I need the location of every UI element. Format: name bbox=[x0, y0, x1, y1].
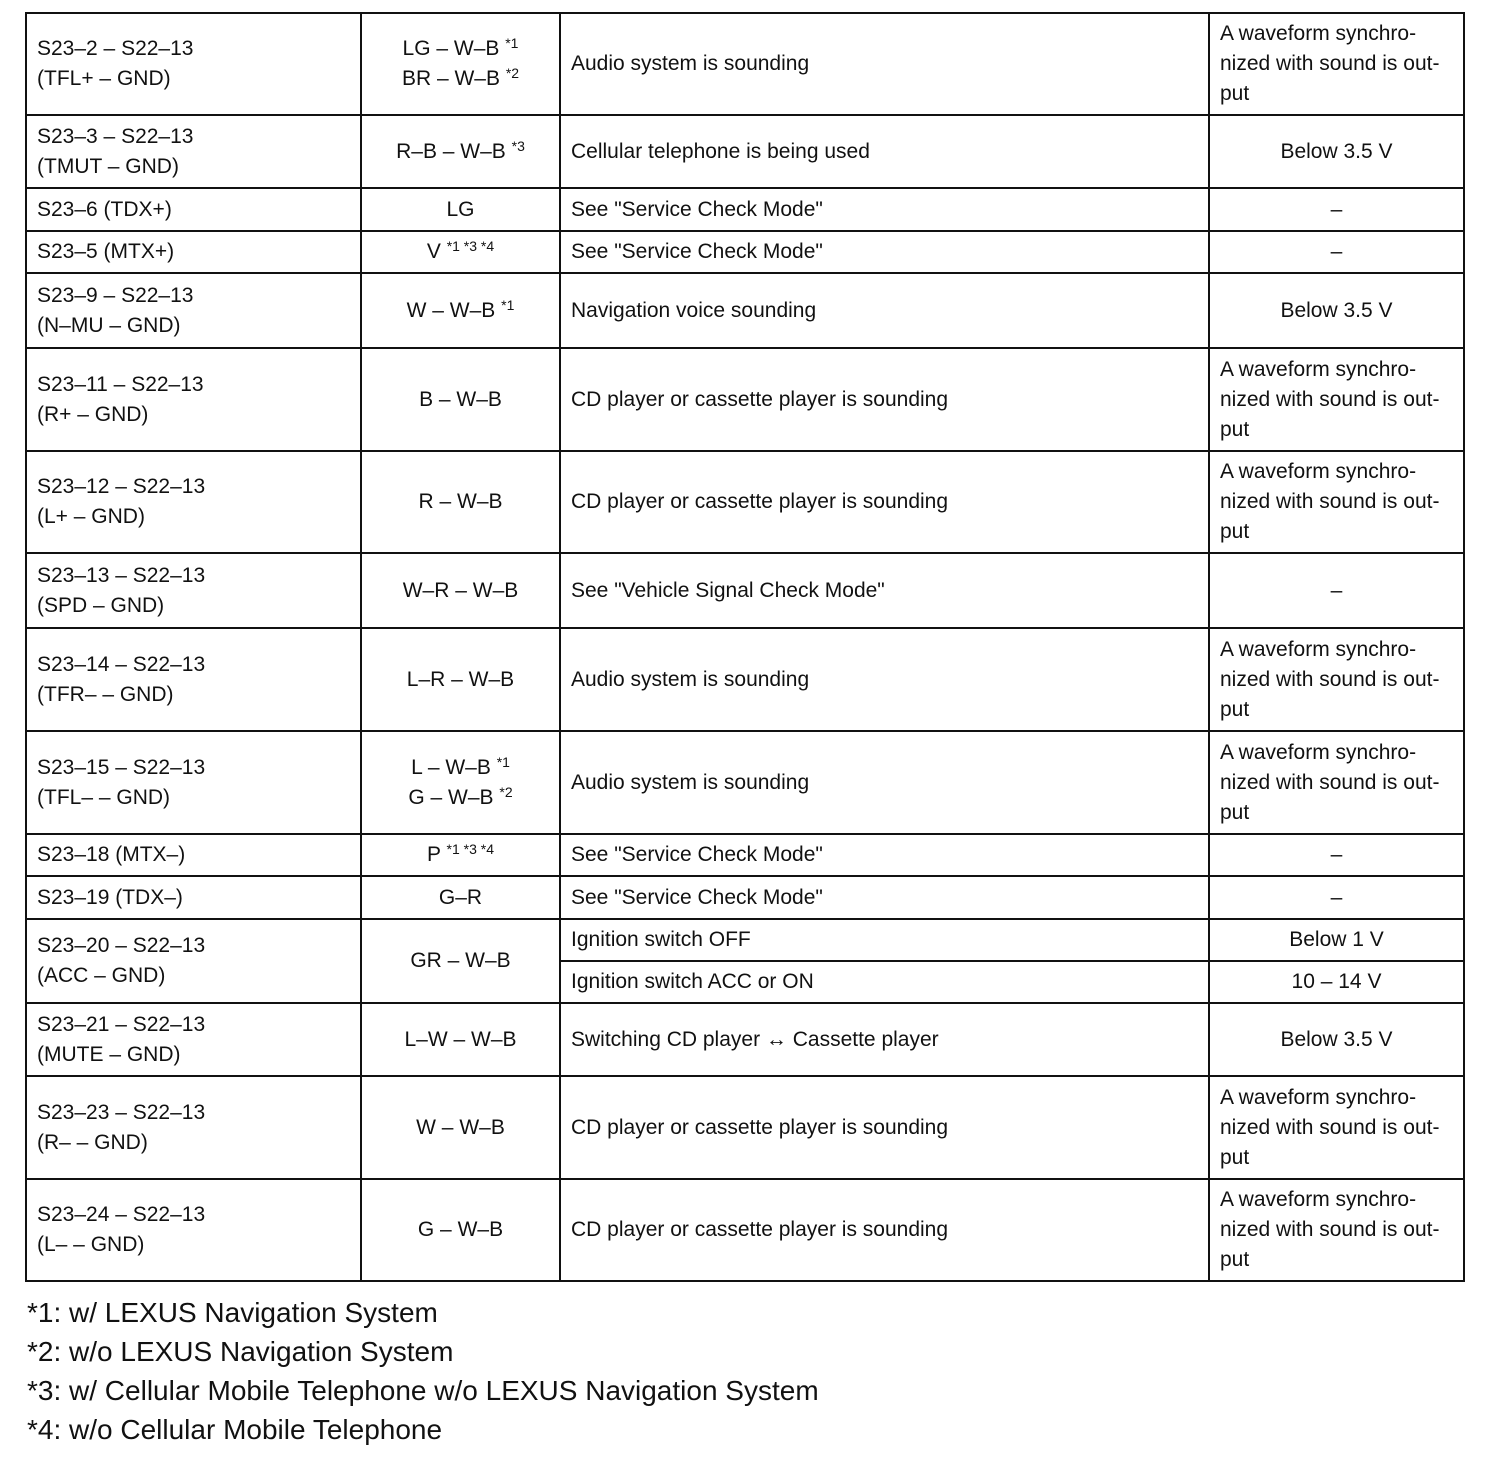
terminal-text: (R– – GND) bbox=[37, 1130, 148, 1154]
table-row bbox=[26, 731, 1464, 834]
specified-condition-line: A waveform synchro- bbox=[1220, 460, 1417, 483]
specified-condition-line: nized with sound is out- bbox=[1220, 490, 1440, 513]
terminal-cell bbox=[26, 834, 361, 876]
terminal-text: S23–13 – S22–13 bbox=[37, 563, 206, 587]
specified-condition-line: nized with sound is out- bbox=[1220, 667, 1440, 691]
specified-condition-cell: Below 3.5 V bbox=[1209, 273, 1464, 348]
wiring-color-text: LG – W–B bbox=[402, 37, 500, 60]
specified-condition-cell bbox=[1209, 1076, 1464, 1179]
wiring-color bbox=[372, 1025, 549, 1055]
footnote: *4: w/o Cellular Mobile Telephone bbox=[27, 1414, 443, 1445]
wiring-color-text: LG bbox=[446, 197, 475, 221]
specified-condition-cell: Below 3.5 V bbox=[1209, 115, 1464, 188]
wiring-color-text: GR – W–B bbox=[410, 949, 511, 972]
terminal-text: S23–2 – S22–13 bbox=[37, 37, 194, 60]
specified-condition-cell: – bbox=[1209, 188, 1464, 231]
specified-condition-line: nized with sound is out- bbox=[1220, 1115, 1440, 1139]
terminal-text: S23–3 – S22–13 bbox=[37, 124, 194, 148]
terminal-text: (N–MU – GND) bbox=[37, 313, 181, 337]
footnote-reference: *2 bbox=[499, 783, 513, 800]
terminal-text: (TFL– – GND) bbox=[37, 785, 171, 809]
condition-cell: See "Service Check Mode" bbox=[560, 834, 1209, 876]
specified-condition-cell: 10 – 14 V bbox=[1209, 961, 1464, 1003]
table-row bbox=[26, 628, 1464, 731]
wiring-color bbox=[372, 665, 549, 695]
condition-cell: Audio system is sounding bbox=[560, 13, 1209, 115]
terminal-text: (R+ – GND) bbox=[37, 402, 149, 426]
condition-cell: See "Service Check Mode" bbox=[560, 876, 1209, 919]
table-row bbox=[26, 273, 1464, 348]
specified-condition-cell: – bbox=[1209, 876, 1464, 919]
terminal-text: S23–18 (MTX–) bbox=[37, 843, 186, 866]
wiring-color-text: BR – W–B bbox=[401, 67, 500, 90]
specified-condition-cell bbox=[1209, 348, 1464, 451]
terminal-cell bbox=[26, 731, 361, 834]
wiring-color-cell bbox=[361, 1179, 560, 1281]
terminal-text: S23–6 (TDX+) bbox=[37, 197, 172, 221]
wiring-color-text: W–R – W–B bbox=[402, 578, 519, 602]
footnote: *3: w/ Cellular Mobile Telephone w/o LEXUS Navigation System bbox=[27, 1375, 819, 1406]
condition-cell: CD player or cassette player is sounding bbox=[560, 348, 1209, 451]
wiring-color-cell bbox=[361, 451, 560, 553]
specified-condition-line: A waveform synchro- bbox=[1220, 1085, 1417, 1109]
specified-condition-line: A waveform synchro- bbox=[1220, 1188, 1417, 1211]
condition-cell: Ignition switch ACC or ON bbox=[560, 961, 1209, 1003]
wiring-color-cell bbox=[361, 834, 560, 876]
terminal-text: (L– – GND) bbox=[37, 1233, 145, 1256]
terminal-text: (TFR– – GND) bbox=[37, 682, 174, 706]
specified-condition-line: A waveform synchro- bbox=[1220, 22, 1417, 45]
specified-condition-line: put bbox=[1220, 1248, 1250, 1271]
terminal-cell bbox=[26, 115, 361, 188]
table-row bbox=[26, 553, 1464, 628]
specified-condition-line: put bbox=[1220, 417, 1250, 441]
specified-condition-cell: – bbox=[1209, 834, 1464, 876]
footnote-reference: *1 bbox=[505, 35, 519, 51]
specified-condition-cell bbox=[1209, 628, 1464, 731]
specified-condition-line: put bbox=[1220, 697, 1250, 721]
footnote: *2: w/o LEXUS Navigation System bbox=[27, 1336, 454, 1367]
condition-cell: Audio system is sounding bbox=[560, 731, 1209, 834]
wiring-color-text: V bbox=[426, 240, 441, 263]
wiring-color-cell bbox=[361, 273, 560, 348]
wiring-color-text: G–R bbox=[438, 885, 483, 909]
specified-condition-line: A waveform synchro- bbox=[1220, 357, 1417, 381]
wiring-color-text: R – W–B bbox=[418, 490, 503, 513]
terminal-text: (MUTE – GND) bbox=[37, 1042, 181, 1066]
wiring-color-cell bbox=[361, 188, 560, 231]
terminal-text: S23–21 – S22–13 bbox=[37, 1012, 206, 1036]
table-row bbox=[26, 919, 1464, 961]
wiring-color-cell bbox=[361, 115, 560, 188]
table-row bbox=[26, 876, 1464, 919]
condition-cell: Navigation voice sounding bbox=[560, 273, 1209, 348]
terminal-text: S23–14 – S22–13 bbox=[37, 652, 206, 676]
terminal-cell bbox=[26, 876, 361, 919]
wiring-color-cell bbox=[361, 553, 560, 628]
condition-cell: CD player or cassette player is sounding bbox=[560, 451, 1209, 553]
wiring-color bbox=[372, 783, 549, 813]
wiring-color bbox=[372, 137, 549, 167]
terminal-text: (L+ – GND) bbox=[37, 505, 145, 528]
wiring-color bbox=[372, 1113, 549, 1143]
footnote-reference: *3 bbox=[511, 137, 525, 154]
specified-condition-line: put bbox=[1220, 800, 1250, 824]
specified-condition-cell: Below 1 V bbox=[1209, 919, 1464, 961]
condition-cell: Switching CD player ↔ Cassette player bbox=[560, 1003, 1209, 1076]
table-row bbox=[26, 13, 1464, 115]
terminal-cell bbox=[26, 1003, 361, 1076]
wiring-color-text: W – W–B bbox=[416, 1115, 505, 1139]
table-row bbox=[26, 1076, 1464, 1179]
wiring-color-cell bbox=[361, 876, 560, 919]
wiring-color-text: G – W–B bbox=[417, 1218, 504, 1241]
wiring-color-text: B – W–B bbox=[419, 387, 502, 411]
terminal-cell bbox=[26, 628, 361, 731]
specified-condition-line: put bbox=[1220, 520, 1250, 543]
specified-condition-cell: – bbox=[1209, 231, 1464, 273]
table-row bbox=[26, 348, 1464, 451]
wiring-color-text: W – W–B bbox=[406, 298, 496, 322]
condition-cell: Ignition switch OFF bbox=[560, 919, 1209, 961]
wiring-color-cell bbox=[361, 731, 560, 834]
terminal-text: S23–24 – S22–13 bbox=[37, 1203, 206, 1226]
footnote-reference: *2 bbox=[505, 65, 520, 81]
specified-condition-line: A waveform synchro- bbox=[1220, 740, 1417, 764]
table-row bbox=[26, 115, 1464, 188]
condition-cell: Cellular telephone is being used bbox=[560, 115, 1209, 188]
terminal-text: S23–15 – S22–13 bbox=[37, 755, 206, 779]
table-row bbox=[26, 1003, 1464, 1076]
wiring-color bbox=[372, 237, 549, 267]
terminal-text: (SPD – GND) bbox=[37, 593, 165, 617]
terminal-text: S23–19 (TDX–) bbox=[37, 885, 183, 909]
terminal-text: S23–5 (MTX+) bbox=[37, 240, 175, 263]
wiring-color-cell bbox=[361, 628, 560, 731]
terminal-text: S23–9 – S22–13 bbox=[37, 283, 194, 307]
wiring-color-text: L–W – W–B bbox=[404, 1027, 517, 1051]
footnote: *1: w/ LEXUS Navigation System bbox=[27, 1297, 438, 1328]
terminal-cell bbox=[26, 1076, 361, 1179]
specified-condition-line: nized with sound is out- bbox=[1220, 770, 1440, 794]
wiring-color-cell bbox=[361, 231, 560, 273]
wiring-color-text: L – W–B bbox=[411, 755, 491, 779]
specified-condition-line: put bbox=[1220, 82, 1250, 105]
footnote-reference: *1 bbox=[501, 296, 515, 313]
terminal-text: S23–23 – S22–13 bbox=[37, 1100, 206, 1124]
terminal-cell bbox=[26, 1179, 361, 1281]
table-row bbox=[26, 1179, 1464, 1281]
condition-cell: Audio system is sounding bbox=[560, 628, 1209, 731]
terminal-text: (TFL+ – GND) bbox=[37, 67, 171, 90]
terminal-cell bbox=[26, 553, 361, 628]
condition-cell: CD player or cassette player is sounding bbox=[560, 1076, 1209, 1179]
table-row bbox=[26, 188, 1464, 231]
terminal-cell bbox=[26, 188, 361, 231]
wiring-color bbox=[372, 195, 549, 225]
table-row bbox=[26, 451, 1464, 553]
table-body bbox=[26, 13, 1464, 1281]
table-row bbox=[26, 834, 1464, 876]
specified-condition-cell: Below 3.5 V bbox=[1209, 1003, 1464, 1076]
specified-condition-line: nized with sound is out- bbox=[1220, 387, 1440, 411]
wiring-color-cell bbox=[361, 1076, 560, 1179]
specified-condition-cell: – bbox=[1209, 553, 1464, 628]
condition-cell: See "Vehicle Signal Check Mode" bbox=[560, 553, 1209, 628]
wiring-color-cell bbox=[361, 348, 560, 451]
terminal-cell bbox=[26, 273, 361, 348]
terminal-text: S23–20 – S22–13 bbox=[37, 934, 206, 957]
specified-condition-cell bbox=[1209, 451, 1464, 553]
specified-condition-line: nized with sound is out- bbox=[1220, 52, 1440, 75]
terminal-cell bbox=[26, 348, 361, 451]
footnotes bbox=[27, 1293, 819, 1449]
table-row bbox=[26, 231, 1464, 273]
wiring-color-cell bbox=[361, 919, 560, 1003]
terminal-text: (ACC – GND) bbox=[37, 964, 166, 987]
terminal-inspection-table bbox=[25, 12, 1465, 1282]
terminal-text: S23–11 – S22–13 bbox=[37, 372, 204, 396]
footnote-reference: *1 *3 *4 bbox=[446, 238, 495, 254]
wiring-color bbox=[372, 883, 549, 913]
wiring-color bbox=[372, 487, 549, 517]
wiring-color bbox=[372, 296, 549, 326]
terminal-cell bbox=[26, 231, 361, 273]
terminal-text: (TMUT – GND) bbox=[37, 154, 179, 178]
wiring-color bbox=[372, 753, 549, 783]
wiring-color-text: P bbox=[427, 843, 441, 866]
condition-cell: CD player or cassette player is sounding bbox=[560, 1179, 1209, 1281]
specified-condition-line: put bbox=[1220, 1145, 1250, 1169]
wiring-color-cell bbox=[361, 13, 560, 115]
wiring-color bbox=[372, 385, 549, 415]
wiring-color bbox=[372, 1215, 549, 1245]
wiring-color-text: G – W–B bbox=[408, 785, 494, 809]
terminal-text: S23–12 – S22–13 bbox=[37, 475, 206, 498]
specified-condition-cell bbox=[1209, 1179, 1464, 1281]
footnote-reference: *1 bbox=[496, 753, 510, 770]
wiring-color-text: L–R – W–B bbox=[406, 667, 515, 691]
specified-condition-cell bbox=[1209, 13, 1464, 115]
wiring-color bbox=[372, 840, 549, 870]
wiring-color bbox=[372, 576, 549, 606]
condition-cell: See "Service Check Mode" bbox=[560, 231, 1209, 273]
wiring-color-text: R–B – W–B bbox=[396, 139, 506, 163]
specified-condition-line: A waveform synchro- bbox=[1220, 637, 1417, 661]
specified-condition-cell bbox=[1209, 731, 1464, 834]
wiring-color-cell bbox=[361, 1003, 560, 1076]
condition-cell: See "Service Check Mode" bbox=[560, 188, 1209, 231]
wiring-color bbox=[372, 34, 549, 64]
wiring-color bbox=[372, 946, 549, 976]
terminal-cell bbox=[26, 919, 361, 1003]
wiring-color bbox=[372, 64, 549, 94]
terminal-cell bbox=[26, 451, 361, 553]
footnote-reference: *1 *3 *4 bbox=[446, 841, 494, 857]
terminal-cell bbox=[26, 13, 361, 115]
specified-condition-line: nized with sound is out- bbox=[1220, 1218, 1440, 1241]
